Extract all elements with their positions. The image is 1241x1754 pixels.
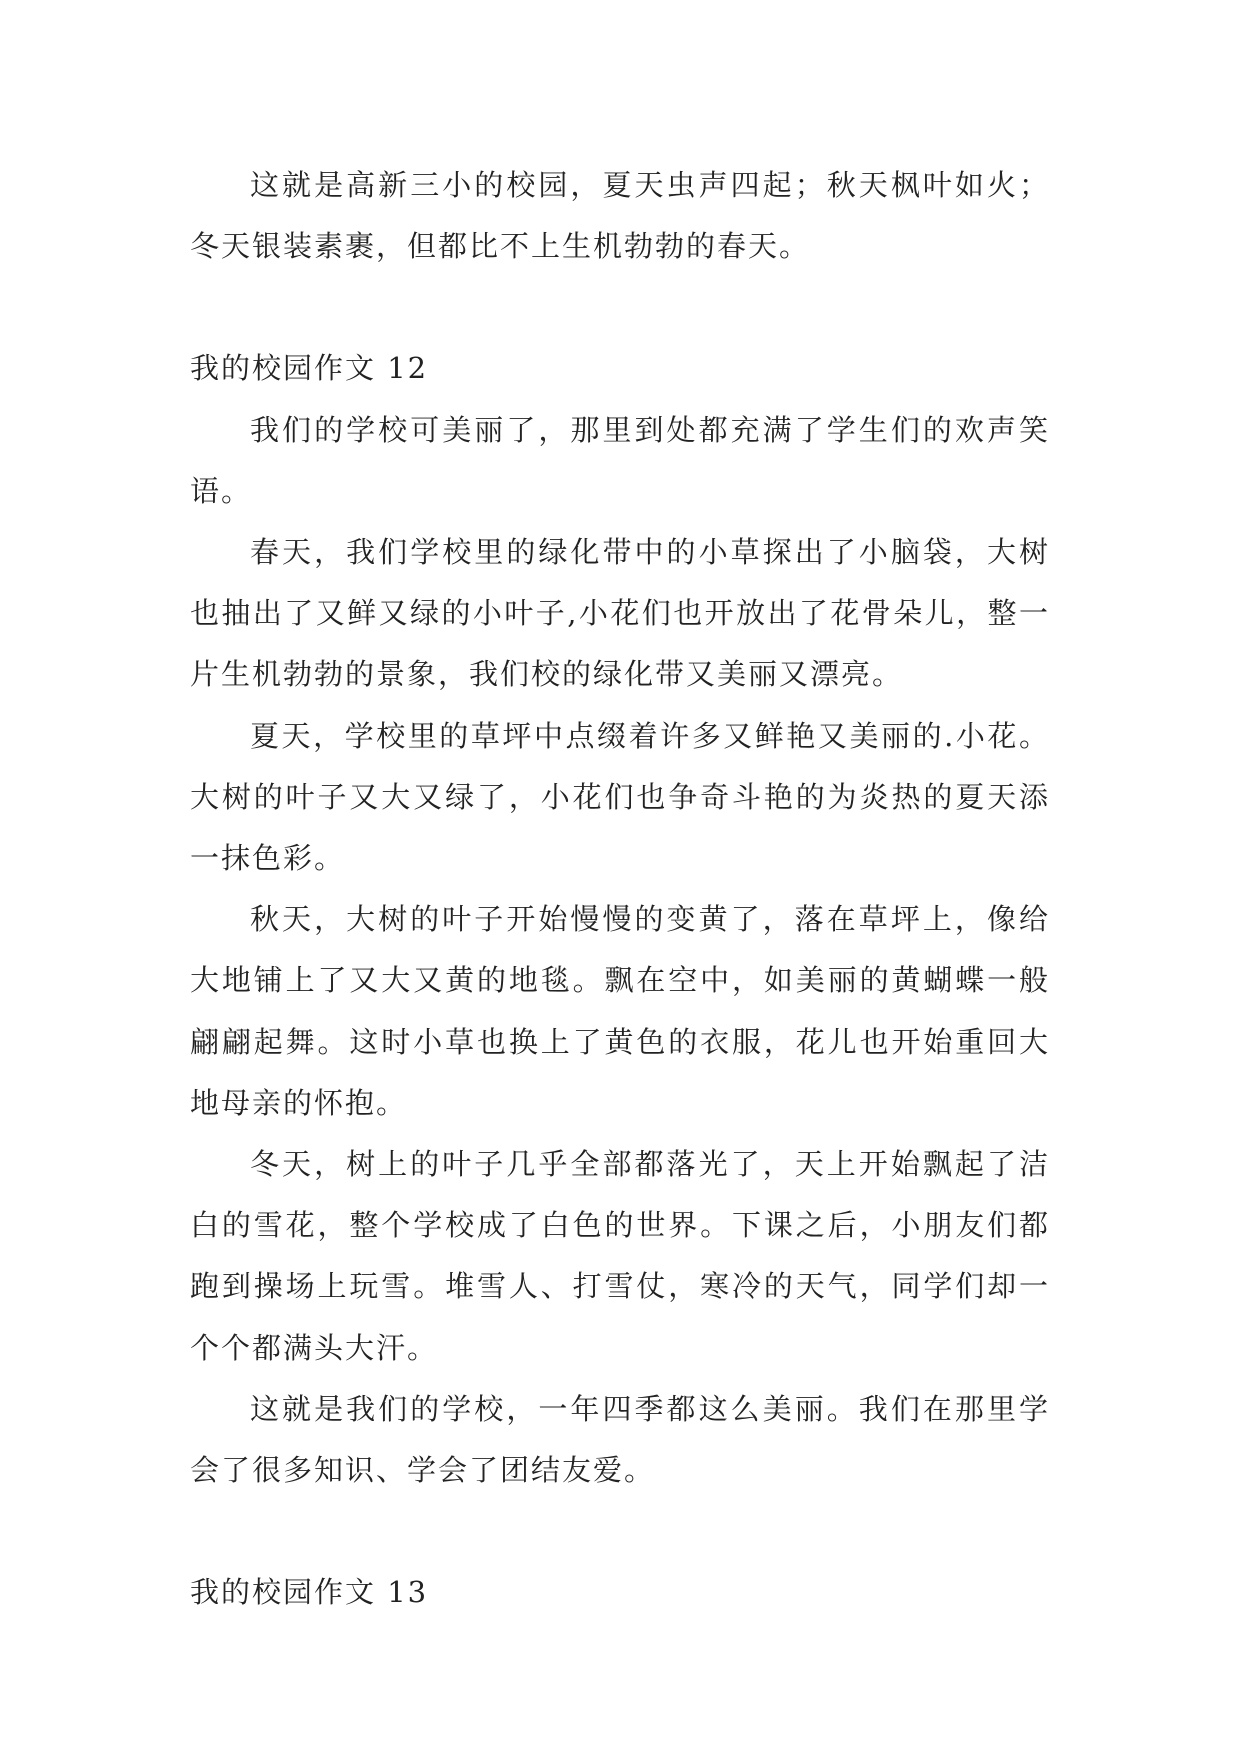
text-column bbox=[190, 155, 1050, 1623]
paragraph: 我们的学校可美丽了，那里到处都充满了学生们的欢声笑语。 bbox=[190, 412, 1050, 508]
paragraph: 春天，我们学校里的绿化带中的小草探出了小脑袋，大树也抽出了又鲜又绿的小叶子,小花们也开放出了花骨朵儿，整一片生机勃勃的景象，我们校的绿化带又美丽又漂亮。 bbox=[190, 535, 1050, 692]
paragraph: 秋天，大树的叶子开始慢慢的变黄了，落在草坪上，像给大地铺上了又大又黄的地毯。飘在空中，如美丽的黄蝴蝶一般翩翩起舞。这时小草也换上了黄色的衣服，花儿也开始重回大地母亲的怀抱。 bbox=[190, 902, 1050, 1120]
essay-heading: 我的校园作文 13 bbox=[190, 1575, 429, 1610]
essay-heading: 我的校园作文 12 bbox=[190, 351, 429, 386]
paragraph: 这就是高新三小的校园，夏天虫声四起；秋天枫叶如火；冬天银装素裹，但都比不上生机勃勃的春天。 bbox=[190, 168, 1050, 264]
blank-line bbox=[190, 277, 1050, 338]
paragraph: 夏天，学校里的草坪中点缀着许多又鲜艳又美丽的.小花。大树的叶子又大又绿了，小花们也争奇斗艳的为炎热的夏天添一抹色彩。 bbox=[190, 718, 1050, 876]
blank-line bbox=[190, 1501, 1050, 1562]
paragraph: 冬天，树上的叶子几乎全部都落光了，天上开始飘起了洁白的雪花，整个学校成了白色的世界。下课之后，小朋友们都跑到操场上玩雪。堆雪人、打雪仗，寒冷的天气，同学们却一个个都满头大汗。 bbox=[190, 1147, 1050, 1365]
paragraph: 这就是我们的学校，一年四季都这么美丽。我们在那里学会了很多知识、学会了团结友爱。 bbox=[190, 1391, 1050, 1488]
